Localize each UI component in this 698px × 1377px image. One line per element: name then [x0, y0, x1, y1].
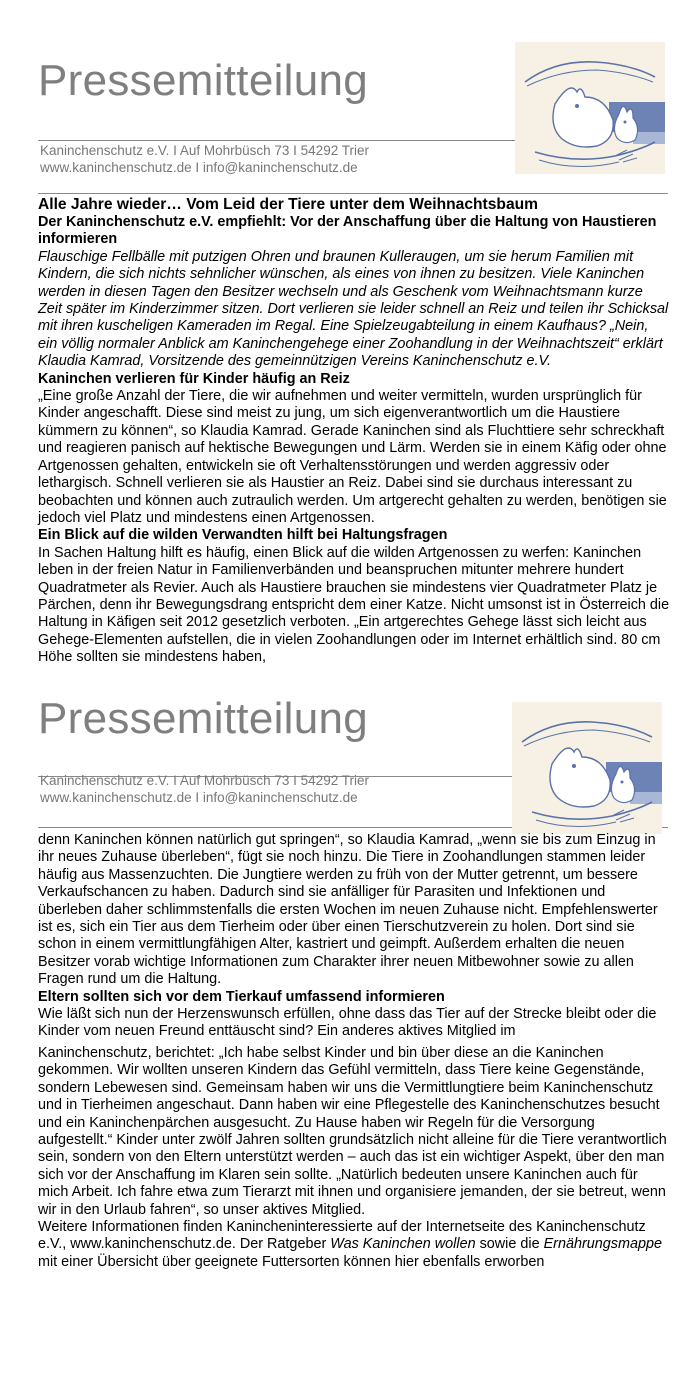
- rabbits-in-hands-logo: [515, 42, 665, 174]
- closing-text: mit einer Übersicht über geeignete Futtersorten können hier ebenfalls erworben: [38, 1253, 545, 1270]
- closing-text: Weitere Informationen finden Kanincheninteressierte auf der Internetseite des Kaninchenschutz e.V., www.kaninchenschutz.de. Der Ratgeber: [38, 1218, 646, 1253]
- rabbits-in-hands-logo: [512, 702, 662, 834]
- page-title: Pressemitteilung: [38, 694, 369, 743]
- subheadline: Der Kaninchenschutz e.V. empfiehlt: Vor der Anschaffung über die Haltung von Haustieren informieren: [38, 214, 657, 248]
- address-line: Kaninchenschutz e.V. I Auf Mohrbüsch 73 I 54292 Trier: [40, 773, 369, 788]
- intro-paragraph: Flauschige Fellbälle mit putzigen Ohren und braunen Kulleraugen, um sie herum Familien mit Kindern, die sich nichts sehnlicher wünschen, als eines von ihnen zu besitzen. Viele Kaninchen werden in diesen Tagen den Besitzer wechseln und als Geschenk vom Weihnachtsmann kurze Zeit später im Kinderzimmer sitzen. Dort verlieren sie leider schnell an Reiz und teilen ihr Schicksal mit ihren kuscheligen Kameraden im Regal. Eine Spielzeugabteilung in einem Kaufhaus? „Nein, ein völlig normaler Anblick am Kaninchengehege einer Zoohandlung in der Weihnachtszeit“ erklärt Klaudia Kamrad, Vorsitzende des gemeinnützigen Vereins Kaninchenschutz e.V.: [38, 248, 669, 370]
- address-line: Kaninchenschutz e.V. I Auf Mohrbüsch 73 I 54292 Trier: [40, 143, 369, 158]
- folder-title: Ernährungsmappe: [543, 1236, 662, 1253]
- press-text-page-2: [38, 832, 670, 1271]
- headline: Alle Jahre wieder… Vom Leid der Tiere unter dem Weihnachtsbaum: [38, 196, 539, 213]
- header-rule: [38, 140, 516, 141]
- web-line: www.kaninchenschutz.de I info@kaninchenschutz.de: [40, 790, 358, 805]
- closing-text: sowie die: [475, 1236, 544, 1253]
- section-heading: Eltern sollten sich vor dem Tierkauf umfassend informieren: [38, 988, 445, 1005]
- guide-title: Was Kaninchen wollen: [330, 1236, 476, 1253]
- logo-icon: [515, 42, 665, 174]
- letterhead-top: [0, 0, 698, 195]
- page-title: Pressemitteilung: [38, 56, 369, 105]
- body-paragraph: „Eine große Anzahl der Tiere, die wir aufnehmen und weiter vermitteln, wurden ursprünglich für Kinder angeschafft. Diese sind meist zu jung, um sich eigenverantwortlich um die Haustiere kümmern zu können“, so Klaudia Kamrad. Gerade Kaninchen sind als Fluchttiere sehr schreckhaft und reagieren panisch auf hektische Bewegungen und Lärm. Werden sie in einem Käfig oder ohne Artgenossen gehalten, entwickeln sie oft Verhaltensstörungen und werden aggressiv oder lethargisch. Schnell verlieren sie als Haustier an Reiz. Dabei sind sie durchaus interessant zu beobachten und können auch zutraulich werden. Um artgerecht gehalten zu werden, benötigen sie jedoch viel Platz und mindestens einen Artgenossen.: [38, 388, 667, 526]
- body-paragraph: Kaninchenschutz, berichtet: „Ich habe selbst Kinder und bin über diese an die Kaninchen gekommen. Wir wollten unseren Kindern das Gefühl vermitteln, dass Tiere keine Gegenstände, sondern Lebewesen sind. Gemeinsam haben wir uns die Vermittlungtiere beim Kaninchenschutz und in Tierheimen angeschaut. Dann haben wir eine Pflegestelle des Kaninchenschutzes besucht und ein Kaninchenpärchen ausgesucht. Zu Hause haben wir Regeln für die Versorgung aufgestellt.“ Kinder unter zwölf Jahren sollten grundsätzlich nicht alleine für die Tiere verantwortlich sein, sondern von den Eltern unterstützt werden – auch das ist ein wichtiger Aspekt, über den man sich vor der Anschaffung im Klaren sein sollte. „Natürlich bedeuten unsere Kaninchen auch für mich Arbeit. Ich fahre etwa zum Tierarzt mit ihnen und organisiere jemanden, der sie betreut, wenn wir in den Urlaub fahren“, so unser aktives Mitglied.: [38, 1044, 667, 1218]
- closing-paragraph: [38, 1219, 670, 1271]
- contact-block: [40, 772, 369, 806]
- body-paragraph: In Sachen Haltung hilft es häufig, einen Blick auf die wilden Artgenossen zu werfen: Kaninchen leben in der freien Natur in Familienverbänden und beanspruchen mitunter mehrere hundert Quadratmeter als Revier. Auch als Haustiere brauchen sie mindestens vier Quadratmeter Platz je Pärchen, denn ihr Bewegungsdrang entspricht dem einer Katze. Nicht umsonst ist in Österreich die Haltung in Käfigen seit 2012 gesetzlich verboten. „Ein artgerechtes Gehege lässt sich leicht aus Gehege-Elementen aufstellen, die in vielen Zoohandlungen oder im Internet erhältlich sind. 80 cm Höhe sollten sie mindestens haben,: [38, 544, 670, 666]
- body-paragraph: denn Kaninchen können natürlich gut springen“, so Klaudia Kamrad, „wenn sie bis zum Einzug in ihr neues Zuhause überleben“, fügt sie noch hinzu. Die Tiere in Zoohandlungen stammen leider häufig aus Massenzuchten. Die Jungtiere werden zu früh von der Mutter getrennt, um bessere Verkaufschancen zu haben. Dadurch sind sie anfälliger für Parasiten und Infektionen und überleben daher schlimmstenfalls die ersten Wochen im neuen Zuhause nicht. Empfehlenswerter ist es, sich ein Tier aus dem Tierheim oder über einen Tierschutzverein zu holen. Dort sind sie schon in einem vermittlungfähigen Alter, kastriert und geimpft. Außerdem erhalten die neuen Besitzer vorab wichtige Informationen zum Charakter ihrer neuen Mitbewohner sowie zu allen Fragen rund um die Haltung.: [38, 832, 658, 988]
- section-heading: Kaninchen verlieren für Kinder häufig an Reiz: [38, 370, 350, 387]
- letterhead-second: [0, 692, 698, 830]
- contact-block: [40, 142, 369, 176]
- header-bottom-rule: [38, 193, 668, 194]
- press-text-page-1: [38, 196, 670, 667]
- body-paragraph: Wie läßt sich nun der Herzenswunsch erfüllen, ohne dass das Tier auf der Strecke bleibt oder die Kinder vom neuen Freund enttäuscht sind? Ein anderes aktives Mitglied im: [38, 1006, 657, 1040]
- logo-icon: [512, 702, 662, 834]
- web-line: www.kaninchenschutz.de I info@kaninchenschutz.de: [40, 160, 358, 175]
- section-heading: Ein Blick auf die wilden Verwandten hilft bei Haltungsfragen: [38, 527, 448, 544]
